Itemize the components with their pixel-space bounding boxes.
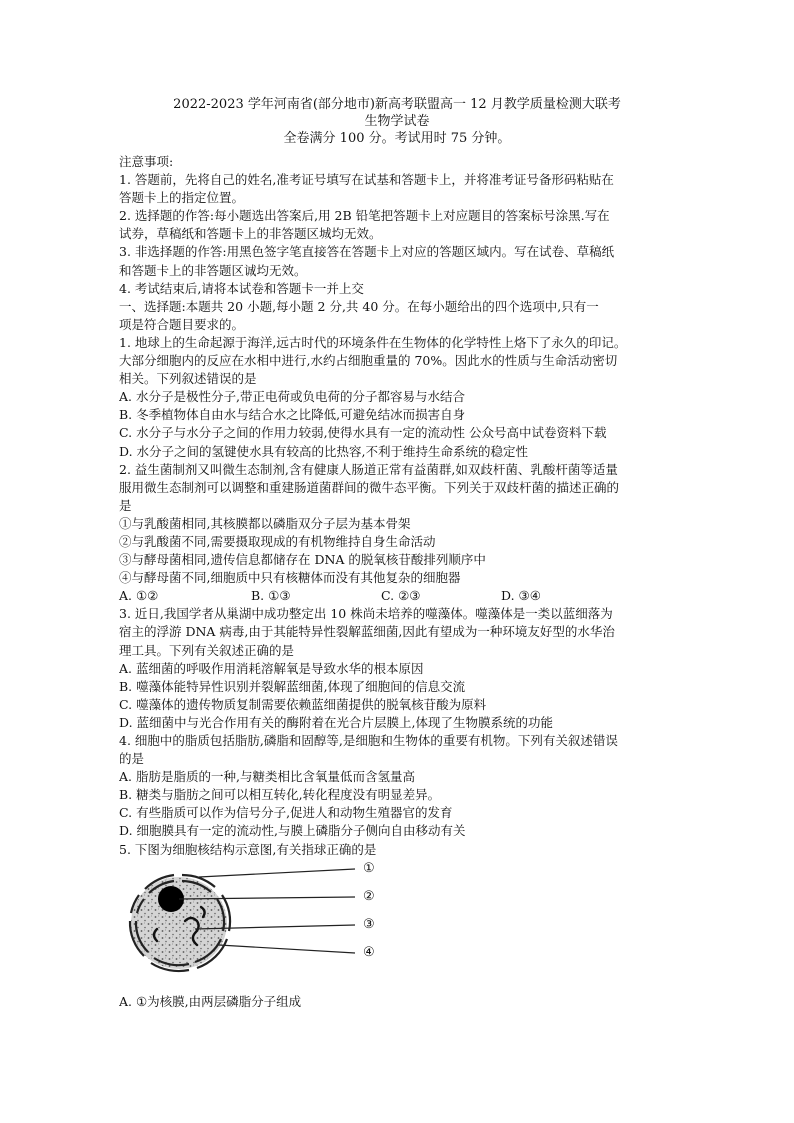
- option-b: B. 冬季植物体自由水与结合水之比降低,可避免结冰而损害自身: [119, 407, 466, 423]
- question-stem: 3. 近日,我国学者从巢湖中成功整定出 10 株尚未培养的噬藻体。噬藻体是一类以蓝细落为: [119, 606, 613, 622]
- notes-line: 2. 选择题的作答:每小题选出答案后,用 2B 铅笔把答题卡上对应题目的答案标号涂黑.写在: [119, 208, 610, 224]
- question-stem: 服用微生态制剂可以调整和重建肠道菌群间的微牛态平衡。下列关于双歧杆菌的描述正确的: [119, 479, 620, 495]
- option-d: D. 细胞膜具有一定的流动性,与膜上磷脂分子侧向自由移动有关: [119, 823, 466, 839]
- notes-line: 和答题卡上的非答题区诚均无效。: [119, 262, 307, 278]
- statement-3: ③与酵母菌相同,遗传信息都储存在 DNA 的脱氧核苷酸排列顺序中: [119, 552, 486, 568]
- question-stem: 相关。下列叙述错误的是: [119, 371, 257, 387]
- question-stem: 2. 益生菌制剂又叫微生态制剂,含有健康人肠道正常有益菌群,如双歧杆菌、乳酸杆菌等适量: [119, 461, 618, 477]
- choice-row: [119, 587, 685, 605]
- notes-block: [119, 153, 685, 298]
- exam-body: [119, 153, 685, 1011]
- option-d: D. 蓝细菌中与光合作用有关的酶附着在光合片层膜上,体现了生物膜系统的功能: [119, 714, 553, 730]
- question-5: [119, 841, 685, 1011]
- figure-label-4: ④: [363, 944, 375, 960]
- exam-subject: 生物学试卷: [364, 114, 430, 129]
- choice-c: C. ②③: [381, 588, 421, 604]
- statement-4: ④与酵母菌不同,细胞质中只有核糖体而没有其他复杂的细胞器: [119, 570, 461, 586]
- option-a: A. ①为核膜,由两层磷脂分子组成: [119, 993, 302, 1009]
- option-b: B. 糖类与脂肪之间可以相互转化,转化程度没有明显差异。: [119, 787, 441, 803]
- figure-label-1: ①: [363, 860, 375, 876]
- option-a: A. 水分子是极性分子,带正电荷或负电荷的分子都容易与水结合: [119, 389, 465, 405]
- choice-a: A. ①②: [119, 588, 159, 604]
- statement-2: ②与乳酸菌不同,需要摄取现成的有机物维持自身生命活动: [119, 533, 436, 549]
- exam-title: 2022-2023 学年河南省(部分地市)新高考联盟高一 12 月教学质量检测大联考: [173, 97, 621, 112]
- notes-line: 1. 答题前，先将自己的姓名,准考证号填写在试基和答题卡上，并将准考证号备形码粘贴在: [119, 172, 614, 188]
- notes-line: 试券，草稿纸和答题卡上的非答题区城均无效。: [119, 226, 382, 242]
- question-stem: 大部分细胞内的反应在水相中进行,水约占细胞重量的 70%。因此水的性质与生命活动密切: [119, 353, 618, 369]
- section-heading: [119, 298, 685, 334]
- statement-1: ①与乳酸菌相同,其核膜都以磷脂双分子层为基本骨架: [119, 515, 411, 531]
- option-b: B. 噬藻体能特异性识别并裂解蓝细菌,体现了细胞间的信息交流: [119, 678, 466, 694]
- option-a: A. 脂肪是脂质的一种,与糖类相比含氧量低而含氢量高: [119, 769, 415, 785]
- figure-label-3: ③: [363, 916, 375, 932]
- question-stem: 是: [119, 497, 132, 513]
- nucleus-diagram: [119, 859, 685, 979]
- exam-header: [0, 96, 794, 147]
- option-c: C. 水分子与水分子之间的作用力较弱,使得水具有一定的流动性 公众号高中试卷资料下载: [119, 425, 607, 441]
- figure-label-2: ②: [363, 888, 375, 904]
- section-line: 一、选择题:本题共 20 小题,每小题 2 分,共 40 分。在每小题给出的四个选项中,只有一: [119, 298, 599, 314]
- question-stem: 的是: [119, 751, 145, 767]
- option-d: D. 水分子之间的氢键使水具有较高的比热容,不利于维持生命系统的稳定性: [119, 443, 528, 459]
- question-2: [119, 461, 685, 606]
- question-3: [119, 605, 685, 732]
- choice-d: D. ③④: [501, 588, 541, 604]
- option-c: C. 噬藻体的遗传物质复制需要依赖蓝细菌提供的脱氧核苷酸为原料: [119, 696, 487, 712]
- question-stem: 宿主的浮游 DNA 病毒,由于其能特异性裂解蓝细菌,因此有望成为一种环境友好型的水华治: [119, 624, 615, 640]
- nucleus-drawing: [119, 859, 685, 979]
- question-stem: 1. 地球上的生命起源于海洋,远古时代的环境条件在生物体的化学特性上烙下了永久的印记。: [119, 334, 627, 350]
- exam-info: 全卷满分 100 分。考试用时 75 分钟。: [283, 131, 511, 146]
- question-4: [119, 732, 685, 841]
- question-stem: 5. 下图为细胞核结构示意图,有关指球正确的是: [119, 841, 377, 857]
- option-a: A. 蓝细菌的呼吸作用消耗溶解氧是导致水华的根本原因: [119, 660, 424, 676]
- question-stem: 4. 细胞中的脂质包括脂肪,磷脂和固醇等,是细胞和生物体的重要有机物。下列有关叙述错误: [119, 733, 618, 748]
- notes-line: 3. 非选择题的作答:用黑色签字笔直接答在答题卡上对应的答题区域内。写在试卷、草稿纸: [119, 244, 615, 260]
- notes-line: 4. 考试结束后,请将本试卷和答题卡一并上交: [119, 280, 364, 296]
- notes-heading: 注意事项:: [119, 154, 174, 169]
- question-stem: 理工具。下列有关叙述正确的是: [119, 642, 295, 658]
- section-line: 项是符合题目要求的。: [119, 316, 245, 332]
- notes-line: 答题卡上的指定位置。: [119, 190, 245, 206]
- option-c: C. 有些脂质可以作为信号分子,促进人和动物生殖器官的发育: [119, 805, 453, 821]
- question-1: [119, 334, 685, 461]
- choice-b: B. ①③: [251, 588, 291, 604]
